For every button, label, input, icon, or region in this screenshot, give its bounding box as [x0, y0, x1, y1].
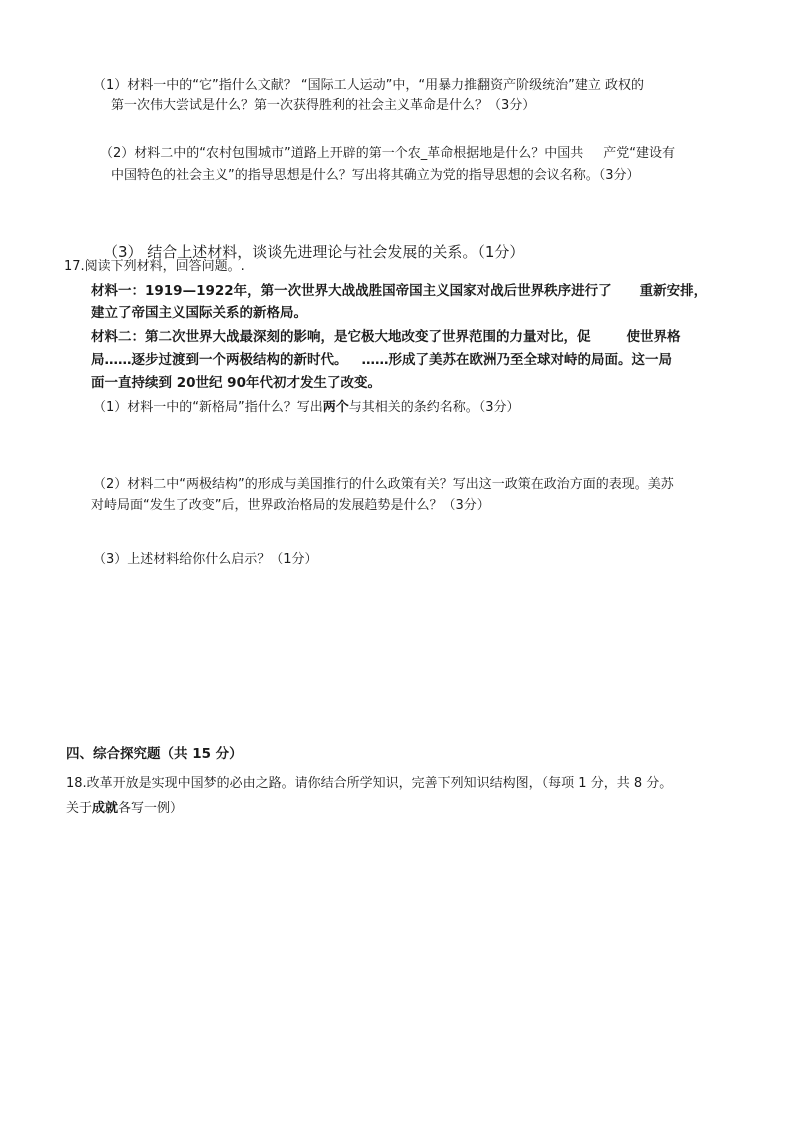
question-17-3: （3）上述材料给你什么启示？（1分）: [93, 552, 318, 567]
question-18-line2: [66, 800, 183, 818]
material-2-line3: 面一直持续到 20世纪 90年代初才发生了改变。: [91, 375, 381, 391]
question-16-3: （3） 结合上述材料，谈谈先进理论与社会发展的关系。（1分）: [103, 243, 525, 261]
question-17-2-line2: 对峙局面“发生了改变”后，世界政治格局的发展趋势是什么？（3分）: [91, 498, 490, 513]
material-1-line2: 建立了帝国主义国际关系的新格局。: [91, 305, 307, 321]
material-2-line2-part-b: ……形成了美苏在欧洲乃至全球对峙的局面。这一局: [361, 352, 672, 368]
question-16-2-line1: [100, 145, 675, 163]
question-17-intro: 17.阅读下列材料，回答问题。.: [64, 259, 245, 274]
question-18-line2-post: 各写一例）: [118, 801, 184, 816]
material-2-line2-part-a: 局……逐步过渡到一个两极结构的新时代。: [91, 352, 348, 368]
question-16-2-line1-part-a: （2）材料二中的“农村包围城市”道路上开辟的第一个农_革命根据地是什么？中国共: [100, 146, 584, 161]
question-18-line2-pre: 关于: [66, 801, 93, 816]
question-17-1-post: 与其相关的条约名称。（3分）: [348, 400, 520, 415]
material-1-line1-part-b: 重新安排，: [639, 283, 708, 299]
material-2-line1: [91, 328, 681, 346]
section-4-heading: 四、综合探究题（共 15 分）: [66, 746, 243, 762]
material-1-line1-part-a: 材料一：1919—1922年，第一次世界大战战胜国帝国主义国家对战后世界秩序进行了: [91, 283, 612, 299]
question-16-1-line2: 第一次伟大尝试是什么？第一次获得胜利的社会主义革命是什么？（3分）: [111, 98, 536, 113]
question-17-1-pre: （1）材料一中的“新格局”指什么？写出: [93, 400, 323, 415]
question-18-line1: 18.改革开放是实现中国梦的必由之路。请你结合所学知识，完善下列知识结构图，（每项 1 分，共 8 分。: [66, 776, 673, 791]
question-16-2-line2: 中国特色的社会主义”的指导思想是什么？写出将其确立为党的指导思想的会议名称。（3分）: [111, 168, 640, 183]
material-2-line1-part-a: 材料二：第二次世界大战最深刻的影响，是它极大地改变了世界范围的力量对比，促: [91, 329, 591, 345]
question-17-1-emphasis: 两个: [322, 400, 349, 415]
question-18-line2-emphasis: 成就: [92, 801, 119, 816]
material-2-line2: [91, 351, 672, 369]
material-1-line1: [91, 282, 707, 300]
question-17-1: [93, 399, 520, 417]
question-16-1-line1: （1）材料一中的“它”指什么文献？ “国际工人运动”中，“用暴力推翻资产阶级统治”建立 政权的: [93, 78, 644, 93]
question-16-2-line1-part-b: 产党“建设有: [603, 146, 675, 161]
question-17-2-line1: （2）材料二中“两极结构”的形成与美国推行的什么政策有关？写出这一政策在政治方面的表现。美苏: [93, 477, 674, 492]
material-2-line1-part-b: 使世界格: [626, 329, 681, 345]
